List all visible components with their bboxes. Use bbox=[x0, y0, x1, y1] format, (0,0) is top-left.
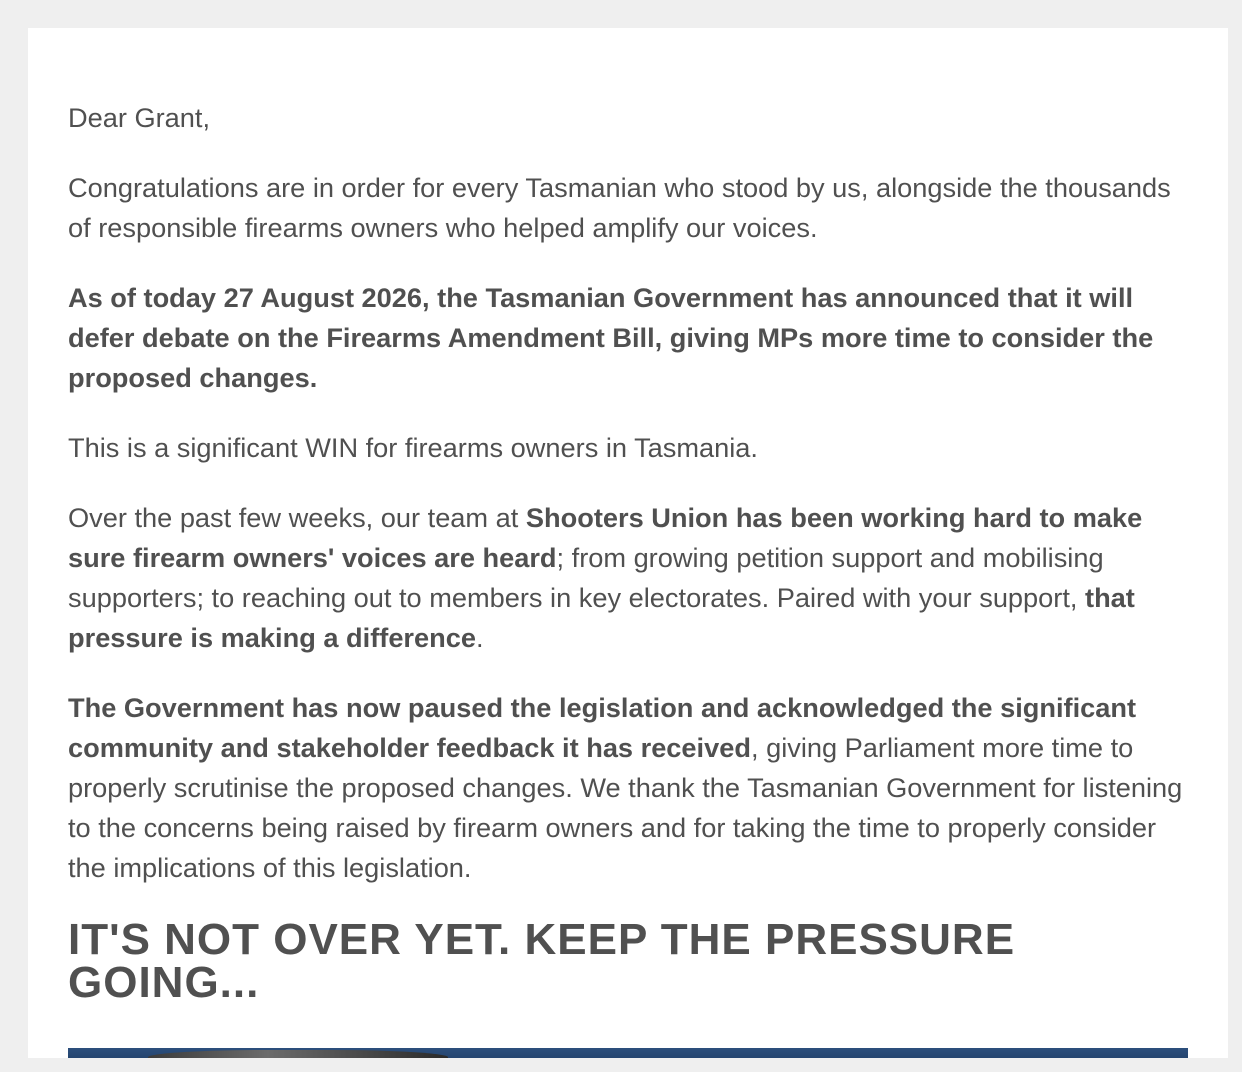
announcement-bold: As of today 27 August 2026, the Tasmanian Government has announced that it will defer debate on the Firearms Amendment Bill, giving MPs more time to consider the proposed changes. bbox=[68, 282, 1154, 393]
headline: IT'S NOT OVER YET. KEEP THE PRESSURE GOING... bbox=[68, 915, 1016, 1007]
paragraph-congratulations: Congratulations are in order for every Tasmanian who stood by us, alongside the thousands of responsible firearms owners who helped amplify our voices. bbox=[68, 172, 1171, 243]
hero-image-figure bbox=[148, 1050, 448, 1058]
paragraph-government-paused bbox=[68, 688, 1193, 888]
email-card bbox=[28, 28, 1228, 1058]
paused-text: , giving Parliament more time to properly scrutinise the proposed changes. We thank the Tasmanian Government for listening to the concerns being raised by firearm owners and for taking the time to properly consider the implications of this legislation. bbox=[68, 732, 1183, 883]
paused-bold: The Government has now paused the legislation and acknowledged the significant community and stakeholder feedback it has received bbox=[68, 692, 1137, 763]
paragraph-win: This is a significant WIN for firearms owners in Tasmania. bbox=[68, 432, 758, 463]
greeting: Dear Grant, bbox=[68, 102, 211, 133]
paragraph-announcement bbox=[68, 278, 1193, 398]
team-text-1: Over the past few weeks, our team at bbox=[68, 502, 526, 533]
email-body bbox=[68, 98, 1193, 1007]
hero-image bbox=[68, 1048, 1188, 1058]
team-bold-2: that pressure is making a difference bbox=[68, 582, 1135, 653]
team-bold-1: Shooters Union has been working hard to make sure firearm owners' voices are heard bbox=[68, 502, 1143, 573]
paragraph-team-effort bbox=[68, 498, 1193, 658]
team-text-3: . bbox=[476, 622, 484, 653]
team-text-2: ; from growing petition support and mobilising supporters; to reaching out to members in key electorates. Paired with your support, bbox=[68, 542, 1104, 613]
